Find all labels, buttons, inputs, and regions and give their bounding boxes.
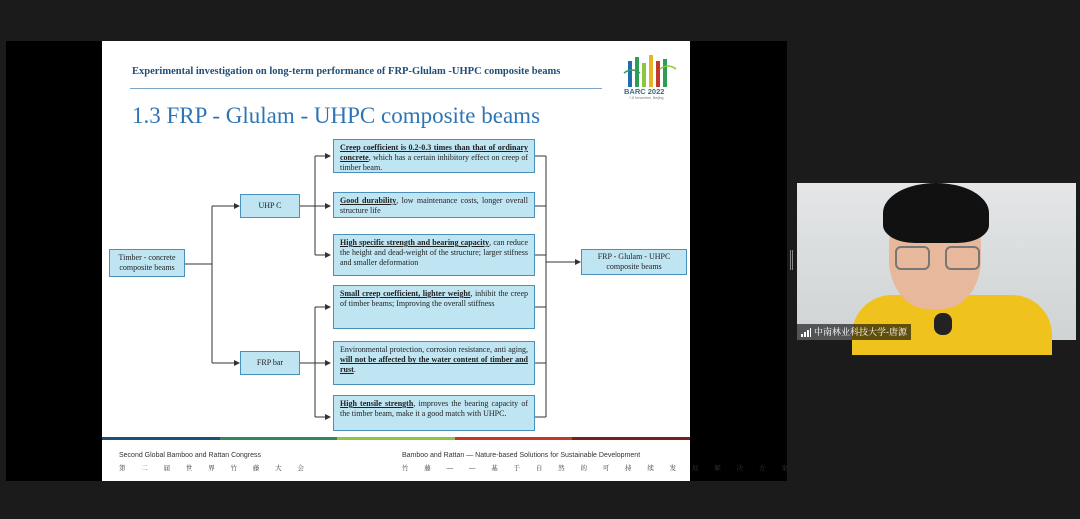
microphone	[934, 313, 952, 335]
node-frp-bar: FRP bar	[240, 351, 300, 375]
presentation-slide	[102, 41, 795, 481]
participant-name: 中南林业科技大学-唐源	[814, 327, 907, 337]
desc-high-tensile-strength: High tensile strength, improves the bearing capacity of the timber beam, make it a good match with UHPC.	[333, 395, 535, 431]
slide-header: Experimental investigation on long-term performance of FRP-Glulam -UHPC composite beams	[132, 66, 561, 77]
footer-right-en: Bamboo and Rattan — Nature-based Solutions for Sustainable Development	[402, 452, 641, 459]
desc-environmental-protection: Environmental protection, corrosion resistance, anti aging, will not be affected by the water content of timber and rust.	[333, 341, 535, 385]
participant-hair	[883, 183, 989, 243]
desc-small-creep: Small creep coefficient, lighter weight, inhibit the creep of timber beams; Improving the overall stiffness	[333, 285, 535, 329]
logo-text: BARC 2022	[624, 87, 665, 96]
node-timber-concrete: Timber - concrete composite beams	[109, 249, 185, 277]
desc-good-durability: Good durability, low maintenance costs, longer overall structure life	[333, 192, 535, 218]
footer-color-bar	[102, 437, 690, 440]
participant-glasses	[895, 246, 983, 270]
signal-strength-icon	[801, 328, 811, 337]
desc-high-specific-strength: High specific strength and bearing capacity, can reduce the height and dead-weight of the structure; larger stifness and smaller deformation	[333, 234, 535, 276]
footer-left-en: Second Global Bamboo and Rattan Congress	[119, 452, 262, 459]
slide-title: 1.3 FRP - Glulam - UHPC composite beams	[132, 103, 541, 128]
desc-creep-coefficient: Creep coefficient is 0.2-0.3 times than that of ordinary concrete, which has a certain inhibitory effect on creep of timber beam.	[333, 139, 535, 173]
participant-label	[797, 324, 911, 340]
panel-resize-handle[interactable]	[790, 250, 793, 270]
footer-left-cn: 第 二 届 世 界 竹 藤 大 会	[119, 465, 311, 472]
node-frp-glulam-uhpc: FRP - Glulam - UHPC composite beams	[581, 249, 687, 275]
footer-right-cn: 竹 藤 — — 基 于 自 然 的 可 持 续 发 展 解 决 方 案	[402, 465, 795, 472]
node-uhpc: UHP C	[240, 194, 300, 218]
participant-video-tile[interactable]	[797, 183, 1076, 340]
logo-subtext: 7-8 November, Beijing	[629, 96, 664, 100]
